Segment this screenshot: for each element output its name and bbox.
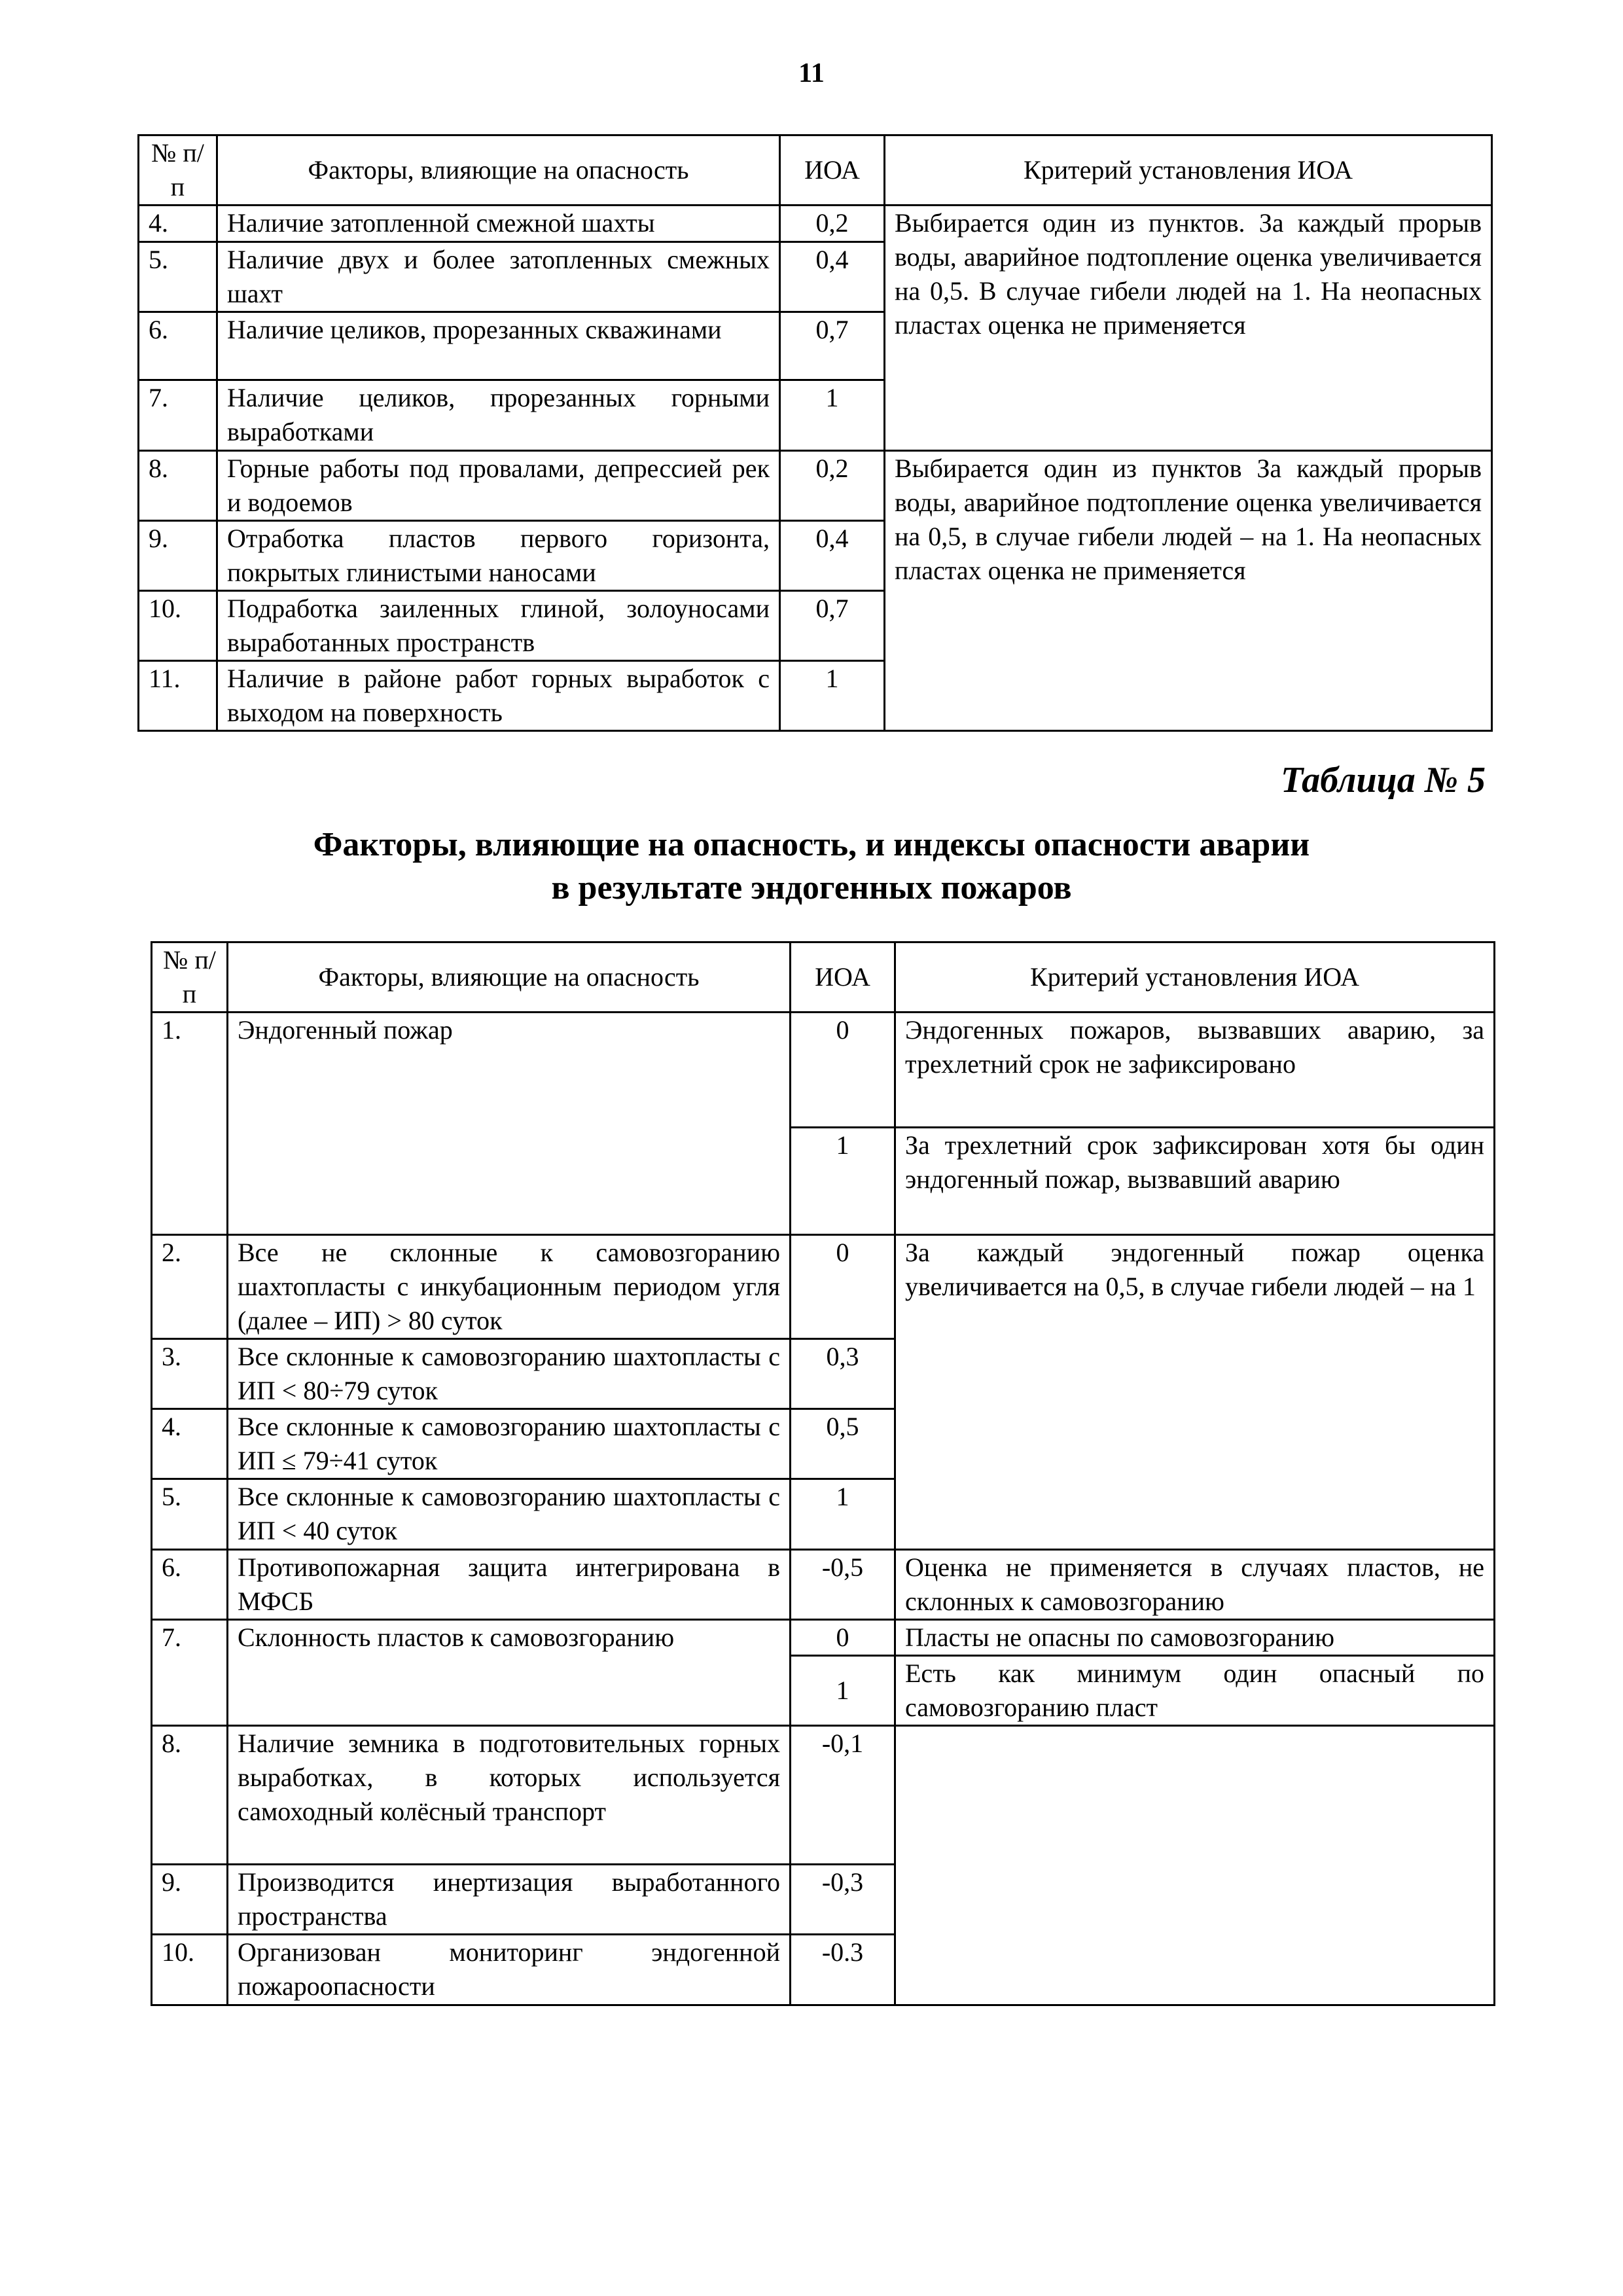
header-num: № п/п xyxy=(139,135,217,206)
row-num: 3. xyxy=(152,1339,228,1409)
header-factor: Факторы, влияющие на опасность xyxy=(228,942,791,1013)
header-ioa: ИОА xyxy=(780,135,885,206)
row-num: 9. xyxy=(139,521,217,591)
table-title-line-1: Факторы, влияющие на опасность, и индексы опасности аварии xyxy=(313,826,1310,863)
row-ioa: -0,1 xyxy=(791,1726,895,1865)
row-ioa: -0.3 xyxy=(791,1935,895,2005)
row-ioa: 0,3 xyxy=(791,1339,895,1409)
row-factor: Наличие затопленной смежной шахты xyxy=(217,206,780,242)
row-ioa: 1 xyxy=(791,1128,895,1235)
row-criterion: Оценка не применяется в случаях пластов, не склонных к самовозгоранию xyxy=(895,1550,1495,1620)
row-num: 11. xyxy=(139,661,217,731)
row-criterion: За трехлетний срок зафиксирован хотя бы один эндогенный пожар, вызвавший аварию xyxy=(895,1128,1495,1235)
row-factor: Отработка пластов первого горизонта, покрытых глинистыми наносами xyxy=(217,521,780,591)
row-ioa: 0,4 xyxy=(780,242,885,312)
row-factor: Наличие целиков, прорезанных скважинами xyxy=(217,312,780,380)
row-factor: Склонность пластов к самовозгоранию xyxy=(228,1620,791,1726)
row-num: 8. xyxy=(152,1726,228,1865)
row-factor: Все склонные к самовозгоранию шахтопласты с ИП < 40 суток xyxy=(228,1479,791,1550)
header-ioa: ИОА xyxy=(791,942,895,1013)
table-row xyxy=(152,1235,1495,1339)
row-factor: Противопожарная защита интегрирована в МФСБ xyxy=(228,1550,791,1620)
row-num: 6. xyxy=(152,1550,228,1620)
water-hazard-table xyxy=(137,134,1493,732)
row-num: 9. xyxy=(152,1865,228,1935)
row-ioa: 1 xyxy=(780,380,885,451)
row-factor: Все не склонные к самовозгоранию шахтопласты с инкубационным периодом угля (далее – ИП) > 80 суток xyxy=(228,1235,791,1339)
row-criterion: Выбирается один из пунктов. За каждый прорыв воды, аварийное подтопление оценка увеличивается на 0,5. В случае гибели людей на 1. На неопасных пластах оценка не применяется xyxy=(885,206,1492,451)
row-ioa: 0,2 xyxy=(780,206,885,242)
row-factor: Наличие двух и более затопленных смежных шахт xyxy=(217,242,780,312)
row-ioa: 0,5 xyxy=(791,1409,895,1479)
table-title xyxy=(0,823,1623,910)
header-factor: Факторы, влияющие на опасность xyxy=(217,135,780,206)
row-factor: Производится инертизация выработанного пространства xyxy=(228,1865,791,1935)
row-ioa: 0,7 xyxy=(780,312,885,380)
row-ioa: 0 xyxy=(791,1620,895,1656)
table-row xyxy=(139,451,1492,521)
table-row xyxy=(152,1013,1495,1128)
row-factor: Наличие целиков, прорезанных горными выработками xyxy=(217,380,780,451)
header-criterion: Критерий установления ИОА xyxy=(895,942,1495,1013)
table-title-line-2: в результате эндогенных пожаров xyxy=(551,869,1072,906)
row-factor: Все склонные к самовозгоранию шахтопласты с ИП < 80÷79 суток xyxy=(228,1339,791,1409)
row-ioa: 1 xyxy=(791,1479,895,1550)
row-factor: Наличие земника в подготовительных горных выработках, в которых используется самоходный колёсный транспорт xyxy=(228,1726,791,1865)
row-factor: Организован мониторинг эндогенной пожароопасности xyxy=(228,1935,791,2005)
row-factor: Горные работы под провалами, депрессией рек и водоемов xyxy=(217,451,780,521)
row-ioa: 1 xyxy=(791,1656,895,1726)
row-num: 7. xyxy=(152,1620,228,1726)
table-row xyxy=(152,1726,1495,1865)
header-criterion: Критерий установления ИОА xyxy=(885,135,1492,206)
row-criterion: Эндогенных пожаров, вызвавших аварию, за трехлетний срок не зафиксировано xyxy=(895,1013,1495,1128)
row-ioa: 0 xyxy=(791,1235,895,1339)
row-factor: Все склонные к самовозгоранию шахтопласты с ИП ≤ 79÷41 суток xyxy=(228,1409,791,1479)
row-ioa: 0,4 xyxy=(780,521,885,591)
table-row xyxy=(152,1620,1495,1656)
row-criterion: Выбирается один из пунктов За каждый прорыв воды, аварийное подтопление оценка увеличивается на 0,5, в случае гибели людей – на 1. На неопасных пластах оценка не применяется xyxy=(885,451,1492,731)
row-num: 1. xyxy=(152,1013,228,1235)
endogenous-fire-table xyxy=(151,941,1495,2006)
table-header-row xyxy=(152,942,1495,1013)
row-num: 5. xyxy=(152,1479,228,1550)
row-num: 4. xyxy=(139,206,217,242)
row-criterion: За каждый эндогенный пожар оценка увеличивается на 0,5, в случае гибели людей – на 1 xyxy=(895,1235,1495,1550)
table-row xyxy=(152,1550,1495,1620)
row-num: 10. xyxy=(152,1935,228,2005)
page-number: 11 xyxy=(798,58,825,88)
table-header-row xyxy=(139,135,1492,206)
row-criterion-empty xyxy=(895,1726,1495,2005)
row-ioa: 0,2 xyxy=(780,451,885,521)
row-criterion: Пласты не опасны по самовозгоранию xyxy=(895,1620,1495,1656)
row-num: 8. xyxy=(139,451,217,521)
row-factor: Наличие в районе работ горных выработок с выходом на поверхность xyxy=(217,661,780,731)
row-num: 6. xyxy=(139,312,217,380)
row-ioa: -0,3 xyxy=(791,1865,895,1935)
row-num: 10. xyxy=(139,591,217,661)
row-ioa: 0,7 xyxy=(780,591,885,661)
row-num: 5. xyxy=(139,242,217,312)
row-ioa: 1 xyxy=(780,661,885,731)
row-ioa: 0 xyxy=(791,1013,895,1128)
table-row xyxy=(139,206,1492,242)
table-label: Таблица № 5 xyxy=(1280,760,1486,800)
row-num: 2. xyxy=(152,1235,228,1339)
row-num: 7. xyxy=(139,380,217,451)
row-ioa: -0,5 xyxy=(791,1550,895,1620)
header-num: № п/п xyxy=(152,942,228,1013)
row-criterion: Есть как минимум один опасный по самовозгоранию пласт xyxy=(895,1656,1495,1726)
row-factor: Подработка заиленных глиной, золоуносами выработанных пространств xyxy=(217,591,780,661)
row-num: 4. xyxy=(152,1409,228,1479)
row-factor: Эндогенный пожар xyxy=(228,1013,791,1235)
